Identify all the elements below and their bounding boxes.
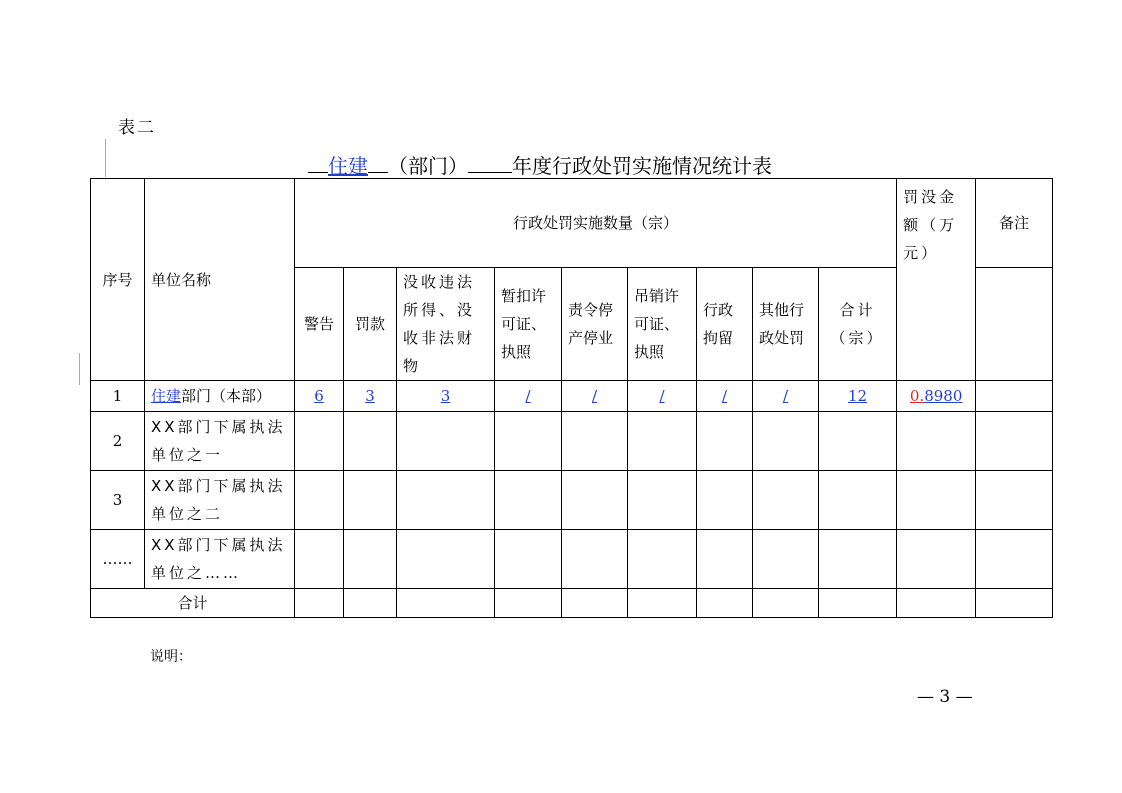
empty-cell bbox=[697, 589, 753, 618]
header-col-total: 合计（宗） bbox=[819, 268, 897, 381]
header-col-fine: 罚款 bbox=[344, 268, 397, 381]
total-row-label: 合计 bbox=[91, 589, 295, 618]
value-detention[interactable]: / bbox=[721, 387, 728, 405]
empty-cell bbox=[344, 589, 397, 618]
header-col-order-stop: 责令停产停业 bbox=[562, 268, 628, 381]
table-row bbox=[91, 381, 1053, 412]
empty-cell bbox=[495, 589, 562, 618]
empty-cell bbox=[344, 530, 397, 589]
cell-suspend-license bbox=[495, 381, 562, 412]
title-blank-left bbox=[308, 150, 328, 173]
cell-detention bbox=[697, 381, 753, 412]
empty-cell bbox=[344, 471, 397, 530]
header-col-detention: 行政拘留 bbox=[697, 268, 753, 381]
unit-name-link[interactable]: 住建 bbox=[151, 387, 182, 405]
empty-cell bbox=[976, 471, 1053, 530]
empty-cell bbox=[819, 530, 897, 589]
value-other[interactable]: / bbox=[782, 387, 789, 405]
title-year-blank bbox=[468, 150, 512, 173]
total-row bbox=[91, 589, 1053, 618]
row-unit-name: XX部门下属执法单位之一 bbox=[145, 412, 295, 471]
row-seq: 1 bbox=[91, 381, 145, 412]
cell-confiscation bbox=[397, 381, 495, 412]
empty-cell bbox=[819, 471, 897, 530]
empty-cell bbox=[495, 530, 562, 589]
row-unit-name: XX部门下属执法单位之…… bbox=[145, 530, 295, 589]
empty-cell bbox=[495, 412, 562, 471]
title-dept-name[interactable]: 住建 bbox=[328, 154, 368, 178]
header-fine-amount: 罚没金额（万元） bbox=[897, 179, 976, 381]
header-row-top bbox=[91, 179, 1053, 268]
value-warning[interactable]: 6 bbox=[314, 387, 324, 405]
row-unit-name: XX部门下属执法单位之二 bbox=[145, 471, 295, 530]
empty-cell bbox=[819, 412, 897, 471]
header-col-suspend-license: 暂扣许可证、执照 bbox=[495, 268, 562, 381]
empty-cell bbox=[697, 471, 753, 530]
value-amount-int[interactable]: 0. bbox=[909, 387, 925, 405]
value-amount-dec[interactable]: 8980 bbox=[924, 387, 963, 405]
value-fine[interactable]: 3 bbox=[365, 387, 375, 405]
empty-cell bbox=[397, 589, 495, 618]
cell-total bbox=[819, 381, 897, 412]
row-unit-name bbox=[145, 381, 295, 412]
cell-fine-amount bbox=[897, 381, 976, 412]
header-group: 行政处罚实施数量（宗） bbox=[295, 179, 897, 268]
empty-cell bbox=[562, 589, 628, 618]
note-label: 说明： bbox=[150, 649, 192, 665]
value-confiscation[interactable]: 3 bbox=[440, 387, 451, 405]
empty-cell bbox=[976, 530, 1053, 589]
empty-cell bbox=[697, 530, 753, 589]
header-col-revoke-license: 吊销许可证、执照 bbox=[628, 268, 697, 381]
empty-cell bbox=[397, 471, 495, 530]
table-label: 表二 bbox=[118, 118, 156, 138]
empty-cell bbox=[897, 589, 976, 618]
cell-order-stop bbox=[562, 381, 628, 412]
empty-cell bbox=[295, 471, 344, 530]
value-suspend-license[interactable]: / bbox=[525, 387, 531, 405]
header-col-other: 其他行政处罚 bbox=[753, 268, 819, 381]
row-seq: 3 bbox=[91, 471, 145, 530]
header-remarks-empty bbox=[976, 268, 1053, 381]
empty-cell bbox=[397, 530, 495, 589]
empty-cell bbox=[753, 471, 819, 530]
empty-cell bbox=[495, 471, 562, 530]
value-revoke-license[interactable]: / bbox=[659, 387, 665, 405]
margin-mark-mid bbox=[79, 353, 80, 385]
empty-cell bbox=[976, 589, 1053, 618]
unit-name-rest: 部门（本部） bbox=[181, 387, 272, 405]
empty-cell bbox=[562, 530, 628, 589]
empty-cell bbox=[897, 471, 976, 530]
value-total[interactable]: 12 bbox=[848, 387, 868, 405]
table-row bbox=[91, 530, 1053, 589]
margin-mark-top bbox=[105, 139, 106, 177]
header-unit-name: 单位名称 bbox=[145, 179, 295, 381]
empty-cell bbox=[976, 412, 1053, 471]
row-seq: 2 bbox=[91, 412, 145, 471]
title-blank-right bbox=[368, 150, 388, 173]
header-seq: 序号 bbox=[91, 179, 145, 381]
empty-cell bbox=[753, 589, 819, 618]
empty-cell bbox=[562, 471, 628, 530]
empty-cell bbox=[897, 412, 976, 471]
empty-cell bbox=[562, 412, 628, 471]
row-seq: …… bbox=[91, 530, 145, 589]
header-remarks: 备注 bbox=[976, 179, 1053, 268]
empty-cell bbox=[897, 530, 976, 589]
cell-fine bbox=[344, 381, 397, 412]
empty-cell bbox=[753, 530, 819, 589]
empty-cell bbox=[295, 589, 344, 618]
page-number: — 3 — bbox=[917, 687, 973, 707]
empty-cell bbox=[295, 412, 344, 471]
empty-cell bbox=[397, 412, 495, 471]
empty-cell bbox=[697, 412, 753, 471]
value-order-stop[interactable]: / bbox=[591, 387, 598, 405]
empty-cell bbox=[753, 412, 819, 471]
cell-revoke-license bbox=[628, 381, 697, 412]
title-year-suffix: 年度行政处罚实施情况统计表 bbox=[512, 154, 772, 178]
form-title bbox=[308, 150, 772, 179]
cell-remarks bbox=[976, 381, 1053, 412]
header-col-warning: 警告 bbox=[295, 268, 344, 381]
cell-other bbox=[753, 381, 819, 412]
title-dept-suffix: （部门） bbox=[388, 154, 468, 178]
empty-cell bbox=[819, 589, 897, 618]
cell-warning bbox=[295, 381, 344, 412]
empty-cell bbox=[628, 589, 697, 618]
header-col-confiscation: 没收违法所得、没收非法财物 bbox=[397, 268, 495, 381]
empty-cell bbox=[628, 412, 697, 471]
empty-cell bbox=[344, 412, 397, 471]
empty-cell bbox=[628, 471, 697, 530]
empty-cell bbox=[628, 530, 697, 589]
statistics-table bbox=[90, 178, 1053, 618]
empty-cell bbox=[295, 530, 344, 589]
table-row bbox=[91, 471, 1053, 530]
table-row bbox=[91, 412, 1053, 471]
